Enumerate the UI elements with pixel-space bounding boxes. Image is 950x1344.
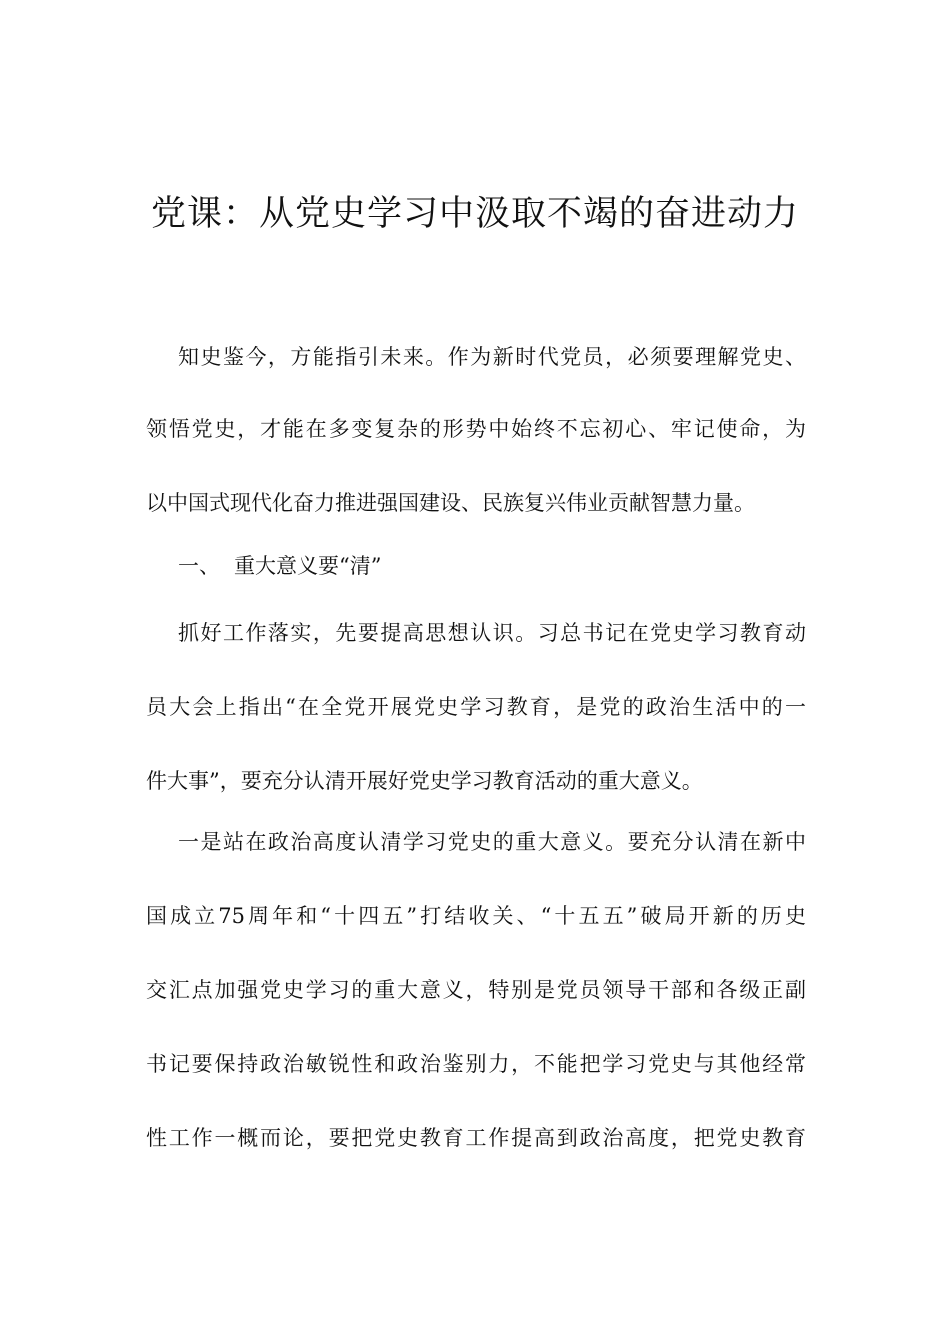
- section-heading-number: 一、: [178, 554, 220, 578]
- paragraph-line: 以中国式现代化奋力推进强国建设、民族复兴伟业贡献智慧力量。: [146, 491, 755, 515]
- paragraph-line: 件大事”，要充分认清开展好党史学习教育活动的重大意义。: [146, 769, 703, 793]
- paragraph-line: 书记要保持政治敏锐性和政治鉴别力，不能把学习党史与其他经常: [146, 1052, 806, 1076]
- paragraph-line: 领悟党史，才能在多变复杂的形势中始终不忘初心、牢记使命，为: [146, 417, 806, 441]
- document-title: 党课：从党史学习中汲取不竭的奋进动力: [150, 194, 799, 234]
- paragraph-line: 抓好工作落实，先要提高思想认识。习总书记在党史学习教育动: [178, 621, 806, 645]
- paragraph-line: 国成立75周年和“十四五”打结收关、“十五五”破局开新的历史: [146, 904, 806, 928]
- paragraph-line: 知史鉴今，方能指引未来。作为新时代党员，必须要理解党史、: [178, 345, 806, 369]
- section-heading: [178, 550, 806, 582]
- paragraph-line: 员大会上指出“在全党开展党史学习教育，是党的政治生活中的一: [146, 695, 806, 719]
- paragraph-line: 一是站在政治高度认清学习党史的重大意义。要充分认清在新中: [178, 830, 806, 854]
- paragraph-line: 交汇点加强党史学习的重大意义，特别是党员领导干部和各级正副: [146, 978, 806, 1002]
- paragraph-line: 性工作一概而论，要把党史教育工作提高到政治高度，把党史教育: [146, 1126, 806, 1150]
- section-heading-text: 重大意义要“清”: [234, 554, 382, 578]
